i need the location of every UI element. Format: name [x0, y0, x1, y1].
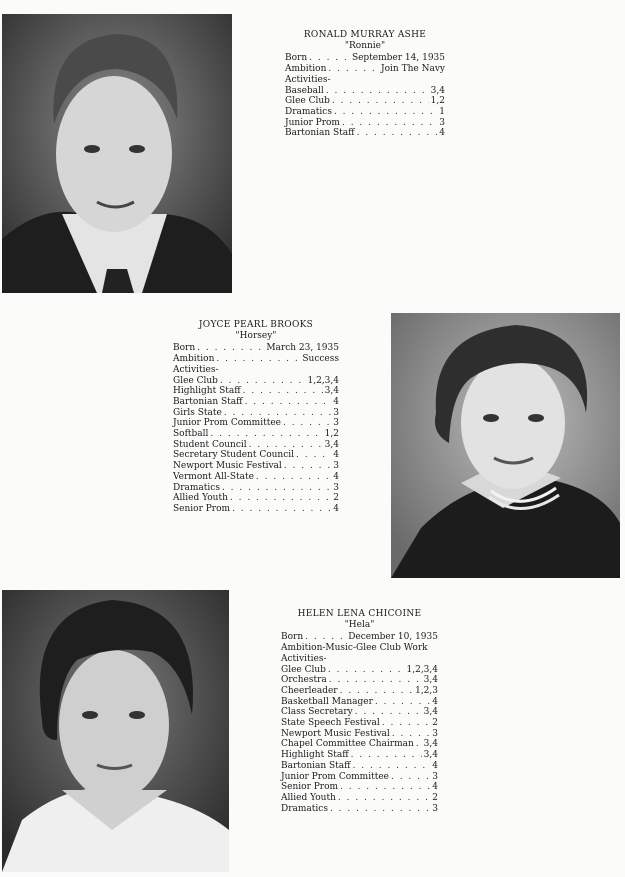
- student-name: RONALD MURRAY ASHE: [303, 30, 427, 40]
- student-name: JOYCE PEARL BROOKS: [198, 320, 314, 330]
- activity-row: Bartonian Staff . . . 4: [173, 397, 339, 408]
- student-entry-joyce: [173, 320, 339, 515]
- portrait-photo-ronald: [2, 14, 232, 293]
- activity-row: Softball . . . 1,2: [173, 429, 339, 440]
- portrait-photo-joyce: [391, 313, 620, 578]
- activity-row: Dramatics . . . 3: [281, 804, 438, 815]
- activity-row: Glee Club . . . 1,2,3,4: [281, 665, 438, 676]
- portrait-photo-helen: [2, 590, 229, 872]
- student-entry-helen: [281, 609, 438, 814]
- student-name: HELEN LENA CHICOINE: [297, 609, 422, 619]
- activities-heading: Activities-: [285, 74, 331, 85]
- activity-row: Allied Youth . . . 2: [173, 493, 339, 504]
- activity-row: Junior Prom . . . 3: [285, 118, 445, 129]
- activity-row: Chapel Committee Chairman . . . 3,4: [281, 739, 438, 750]
- activities-heading: Activities-: [281, 653, 327, 664]
- ambition-row: Ambition . . . Success: [173, 354, 339, 365]
- activity-row: Basketball Manager . . . 4: [281, 697, 438, 708]
- activity-row: Highlight Staff . . . 3,4: [281, 750, 438, 761]
- activity-row: Dramatics . . . 3: [173, 483, 339, 494]
- activities-heading: Activities-: [173, 364, 219, 375]
- activity-row: Glee Club . . . 1,2,3,4: [173, 376, 339, 387]
- activity-row: Girls State . . . 3: [173, 408, 339, 419]
- born-row: Born . . . March 23, 1935: [173, 343, 339, 354]
- activity-row: Secretary Student Council . . . 4: [173, 450, 339, 461]
- activity-row: Cheerleader . . . 1,2,3: [281, 686, 438, 697]
- student-nickname: "Horsey": [235, 330, 277, 341]
- born-row: Born . . . September 14, 1935: [285, 53, 445, 64]
- activity-row: Junior Prom Committee . . . 3: [173, 418, 339, 429]
- student-nickname: "Ronnie": [344, 40, 386, 51]
- activity-row: Dramatics . . . 1: [285, 107, 445, 118]
- activity-row: Baseball . . . 3,4: [285, 86, 445, 97]
- activity-row: Senior Prom . . . 4: [173, 504, 339, 515]
- activity-row: Highlight Staff . . . 3,4: [173, 386, 339, 397]
- activity-row: Class Secretary . . . 3,4: [281, 707, 438, 718]
- activity-row: Allied Youth . . . 2: [281, 793, 438, 804]
- activity-row: Bartonian Staff . . . 4: [281, 761, 438, 772]
- born-row: Born . . . December 10, 1935: [281, 632, 438, 643]
- activity-row: Senior Prom . . . 4: [281, 782, 438, 793]
- student-nickname: "Hela": [344, 619, 375, 630]
- activity-row: Junior Prom Committee . . . 3: [281, 772, 438, 783]
- activity-row: Orchestra . . . 3,4: [281, 675, 438, 686]
- student-entry-ronald: [285, 30, 445, 139]
- activity-row: State Speech Festival . . . 2: [281, 718, 438, 729]
- ambition-row: Ambition . . . Join The Navy: [285, 64, 445, 75]
- activity-row: Vermont All-State . . . 4: [173, 472, 339, 483]
- activity-row: Bartonian Staff . . . 4: [285, 128, 445, 139]
- activity-row: Newport Music Festival . . . 3: [281, 729, 438, 740]
- activity-row: Newport Music Festival . . . 3: [173, 461, 339, 472]
- activity-row: Student Council . . . 3,4: [173, 440, 339, 451]
- activity-row: Glee Club . . . 1,2: [285, 96, 445, 107]
- ambition-row: Ambition-Music-Glee Club Work: [281, 643, 428, 654]
